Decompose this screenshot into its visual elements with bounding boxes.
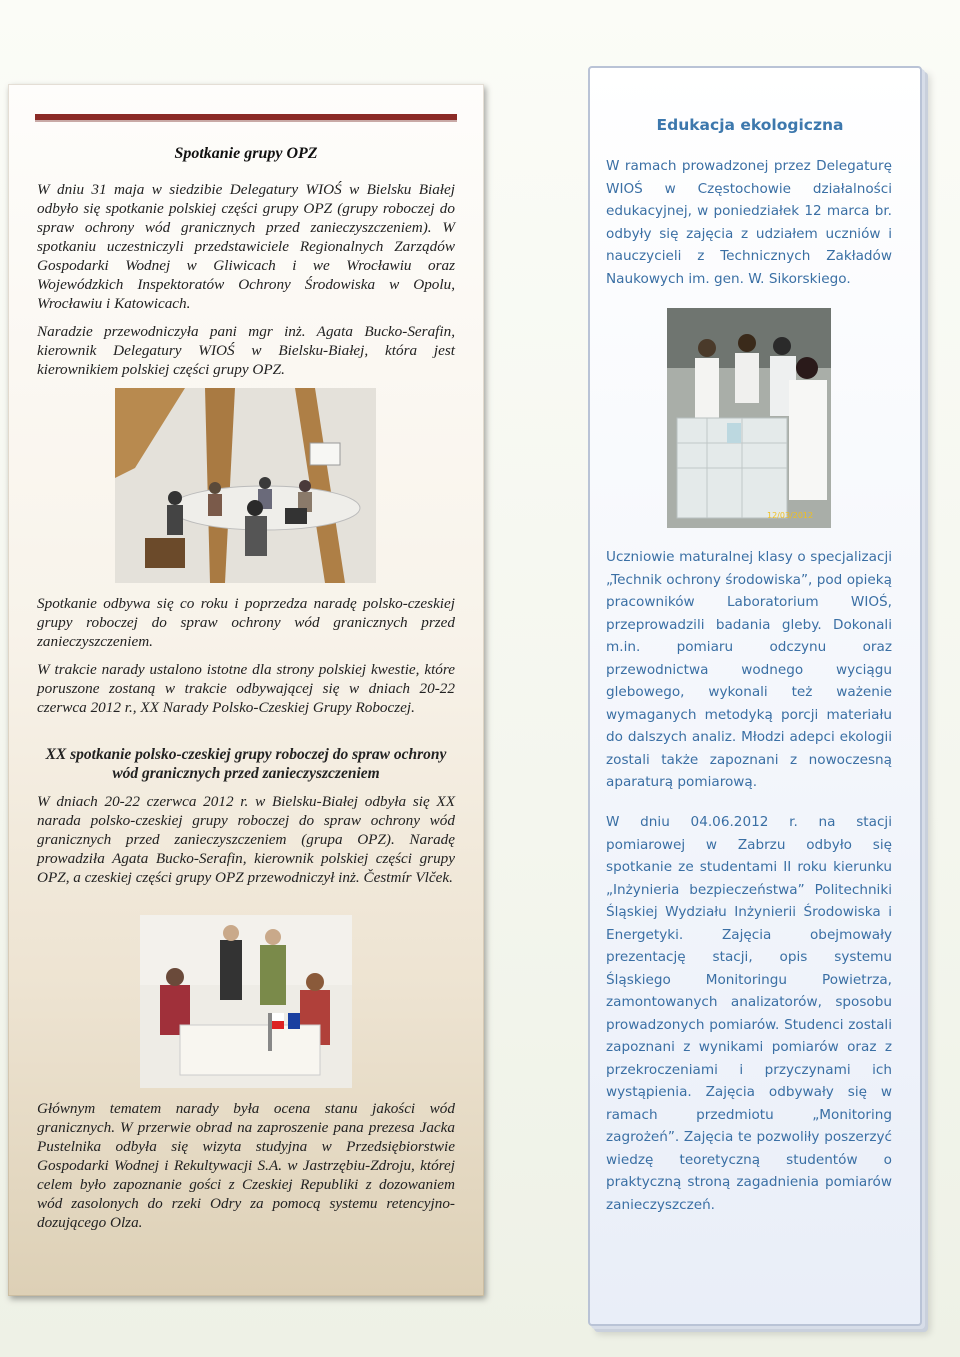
left-paragraph-6: Głównym tematem narady była ocena stanu jakości wód granicznych. W przerwie obrad na zaproszenie pana prezesa Jacka Pustelnika odbyła się wizyta studyjna w Przedsiębiorstwie Gospodarki Wodnej i Rekultywacji S.A. w Jastrzębiu-Zdroju, której celem było zapoznanie gości z Czeskiej Republiki z dozowaniem wód zasolonych do rzeki Odry za pomocą systemu retencyjno-dozującego Olza. — [37, 1100, 455, 1231]
right-paragraph-1: W ramach prowadzonej przez Delegaturę WIOŚ w Częstochowie działalności edukacyjnej, w poniedziałek 12 marca br. odbyły się zajęcia z udziałem uczniów i nauczycieli z Technicznych Zakładów Naukowych im. gen. W. Sikorskiego. — [606, 158, 892, 287]
left-paragraph-3: Spotkanie odbywa się co roku i poprzedza naradę polsko-czeskiej grupy roboczej do spraw ochrony wód granicznych przed zanieczyszczeniem. — [37, 595, 455, 650]
right-paragraph-2: Uczniowie maturalnej klasy o specjalizacji „Technik ochrony środowiska”, pod opieką pracowników Laboratorium WIOŚ, przeprowadzili badania gleby. Dokonali m.in. pomiaru odczynu oraz przewodnictwa wodnego wyciągu glebowego, wykonali też ważenie wymaganych metodyką porcji materiału do dalszych analiz. Młodzi adepci ekologii zostali także zapoznani z nowoczesną aparaturą pomiarową. — [606, 549, 892, 790]
left-heading: Spotkanie grupy OPZ — [174, 145, 318, 162]
right-paragraph-3: W dniu 04.06.2012 r. na stacji pomiarowej w Zabrzu odbyło się spotkanie ze studentami II roku kierunku „Inżynieria bezpieczeństwa” Politechniki Śląskiej Wydziału Inżynierii Środowiska i Energetyki. Zajęcia obejmowały prezentację stacji, opis systemu Śląskiego Monitoringu Powietrza, zamontowanych analizatorów, sposobu prowadzonych pomiarów. Studenci zostali zapoznani z wynikami pomiarów oraz z przekroczeniami i przyczynami ich wystąpienia. Zajęcia odbywały się w ramach przedmiotu „Monitoring zagrożeń”. Zajęcia te pozwoliły poszerzyć wiedzę teoretyczną studentów o praktyczną stroną zagadnienia pomiarów zanieczyszczeń. — [606, 814, 892, 1213]
conference-photo — [140, 915, 352, 1088]
left-paragraph-4: W trakcie narady ustalono istotne dla strony polskiej kwestie, które poruszone zostaną w trakcie odbywającej się w dniach 20-22 czerwca 2012 r., XX Narady Polsko-Czeskiej Grupy Roboczej. — [37, 661, 455, 716]
laboratory-photo — [667, 308, 831, 528]
left-paragraph-1: W dniu 31 maja w siedzibie Delegatury WIOŚ w Bielsku Białej odbyło się spotkanie polskiej części grupy OPZ (grupy roboczej do spraw ochrony wód granicznych przed zanieczyszczeniem). W spotkaniu uczestniczyli przedstawiciele Regionalnych Zarządów Gospodarki Wodnej w Gliwicach i we Wrocławiu oraz Wojewódzkich Inspektoratów Ochrony Środowiska w Opolu, Wrocławiu i Katowicach. — [37, 181, 455, 312]
left-subheading: XX spotkanie polsko-czeskiej grupy roboczej do spraw ochrony wód granicznych przed zanieczyszczeniem — [45, 746, 447, 782]
photo-date-stamp: 12/03/2012 — [767, 511, 814, 520]
meeting-photo — [115, 388, 376, 583]
left-paragraph-2: Naradzie przewodniczyła pani mgr inż. Agata Bucko-Serafin, kierownik Delegatury WIOŚ w Bielsku-Białej, która jest kierownikiem polskiej części grupy OPZ. — [37, 323, 455, 378]
left-paragraph-5: W dniach 20-22 czerwca 2012 r. w Bielsku-Białej odbyła się XX narada polsko-czeskiej grupy roboczej do spraw ochrony wód granicznych przed zanieczyszczeniem (grupa OPZ). Naradę prowadziła Agata Bucko-Serafin, kierownik polskiej części grupy OPZ, a czeskiej części grupy OPZ przewodniczył inż. Čestmír Vlček. — [37, 793, 455, 886]
section-divider — [35, 114, 457, 122]
right-heading: Edukacja ekologiczna — [656, 116, 844, 134]
